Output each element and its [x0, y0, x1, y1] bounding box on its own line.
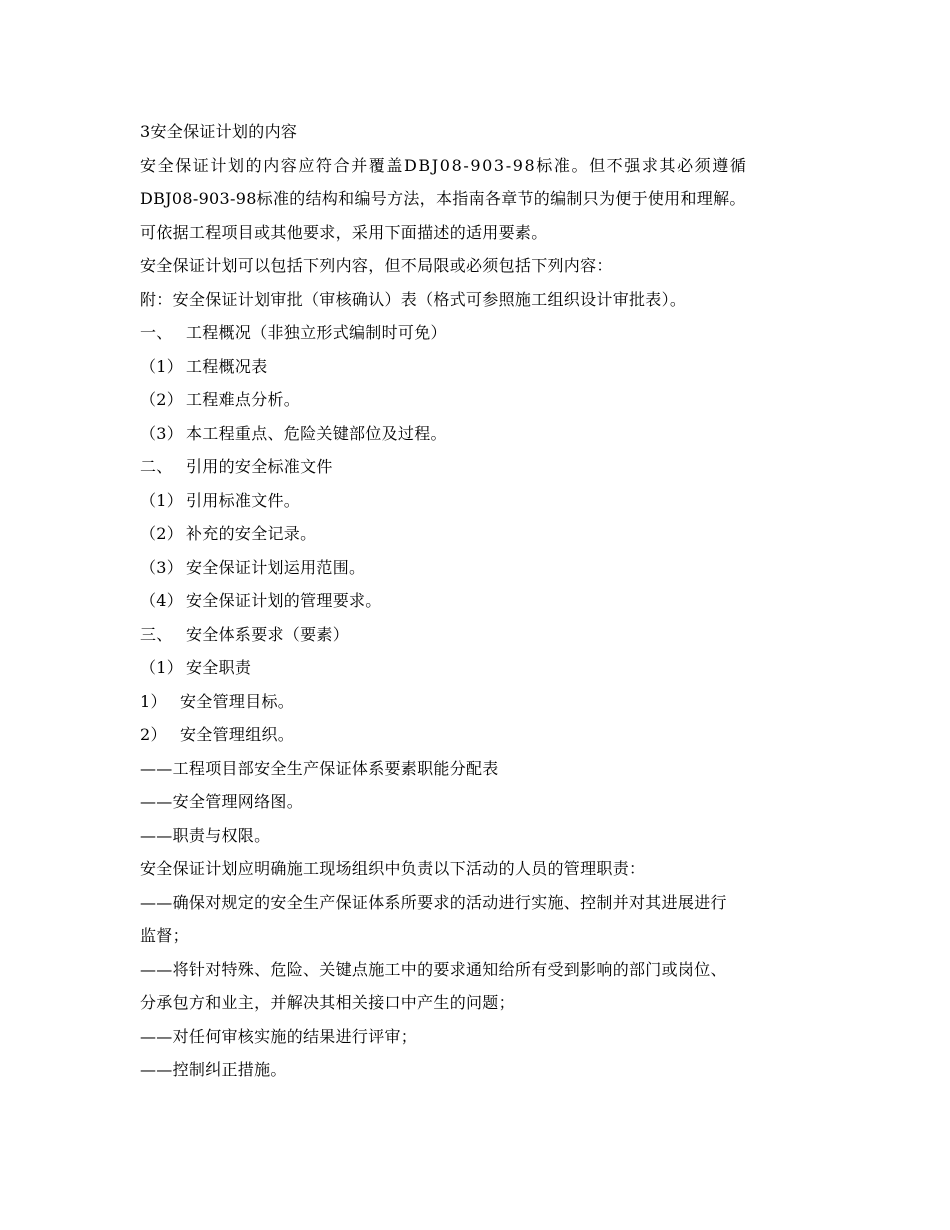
list-item: [140, 584, 820, 618]
duty-line: 分承包方和业主，并解决其相关接口中产生的问题；: [140, 993, 515, 1012]
dash-item: ——安全管理网络图。: [140, 792, 304, 811]
list-item: [140, 551, 820, 585]
sub-list-item: [140, 685, 820, 719]
section-title: [140, 618, 820, 652]
section-heading: 3安全保证计划的内容: [140, 122, 298, 141]
section-number: 二、: [140, 457, 173, 476]
dash-item: ——工程项目部安全生产保证体系要素职能分配表: [140, 758, 499, 778]
list-item: [140, 651, 820, 685]
item-text: 工程概况表: [186, 356, 268, 376]
item-text: 安全保证计划的管理要求。: [186, 591, 382, 610]
section-title: [140, 450, 820, 484]
list-item: [140, 383, 820, 417]
section-title-text: 工程概况（非独立形式编制时可免）: [186, 323, 447, 342]
item-text: 安全管理组织。: [180, 725, 295, 744]
section-title-text: 引用的安全标准文件: [186, 457, 333, 476]
document-body: [140, 115, 820, 1087]
paragraph-line: DBJ08-903-98标准的结构和编号方法，本指南各章节的编制只为便于使用和理解。: [140, 189, 746, 208]
item-number: （3）: [140, 557, 184, 577]
list-item: [140, 350, 820, 384]
paragraph-line: 安全保证计划可以包括下列内容，但不局限或必须包括下列内容：: [140, 256, 613, 275]
appendix-line: 附：安全保证计划审批（审核确认）表（格式可参照施工组织设计审批表）。: [140, 289, 687, 309]
item-text: 安全职责: [186, 658, 252, 677]
item-text: 引用标准文件。: [186, 490, 301, 510]
list-item: [140, 484, 820, 518]
item-number: （1）: [140, 490, 184, 510]
section-title: [140, 316, 820, 350]
duty-line: 监督；: [140, 926, 189, 945]
item-text: 安全保证计划运用范围。: [186, 557, 366, 577]
item-number: （2）: [140, 524, 184, 543]
section-number: 一、: [140, 323, 173, 342]
item-number: （1）: [140, 356, 184, 376]
item-text: 本工程重点、危险关键部位及过程。: [186, 423, 447, 443]
paragraph-line: 可依据工程项目或其他要求，采用下面描述的适用要素。: [140, 222, 548, 242]
list-item: [140, 517, 820, 551]
duty-line: ——控制纠正措施。: [140, 1060, 287, 1079]
duty-line: ——确保对规定的安全生产保证体系所要求的活动进行实施、控制并对其进展进行: [140, 892, 727, 912]
section-number: 三、: [140, 624, 173, 644]
item-number: 2）: [140, 725, 167, 744]
duty-line: ——将针对特殊、危险、关键点施工中的要求通知给所有受到影响的部门或岗位、: [140, 959, 727, 979]
dash-item: ——职责与权限。: [140, 825, 271, 845]
item-text: 工程难点分析。: [186, 390, 301, 409]
item-text: 补充的安全记录。: [186, 524, 317, 543]
item-number: 1）: [140, 691, 167, 711]
item-number: （2）: [140, 390, 184, 409]
paragraph-line: 安全保证计划应明确施工现场组织中负责以下活动的人员的管理职责：: [140, 859, 646, 878]
item-number: （4）: [140, 591, 184, 610]
sub-list-item: [140, 718, 820, 752]
item-number: （1）: [140, 658, 184, 677]
list-item: [140, 417, 820, 451]
item-text: 安全管理目标。: [180, 691, 295, 711]
duty-line: ——对任何审核实施的结果进行评审；: [140, 1026, 418, 1046]
paragraph-line: 安全保证计划的内容应符合并覆盖DBJ08-903-98标准。但不强求其必须遵循: [140, 155, 748, 175]
section-title-text: 安全体系要求（要素）: [186, 624, 350, 644]
item-number: （3）: [140, 423, 184, 443]
